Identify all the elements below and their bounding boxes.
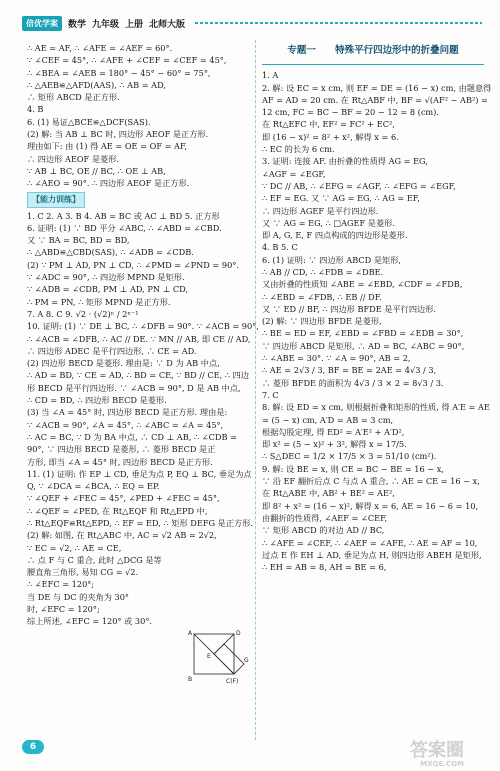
- section-label: 【能力训练】: [27, 192, 85, 208]
- answer-line: ∴ AE = 2√3 / 3, BF = BE = 2AE = 4√3 / 3,: [262, 365, 437, 376]
- answer-line: ∠AGF = ∠EGF,: [262, 168, 326, 179]
- answer-line: 12 cm, FC = BC − BF = 20 − 12 = 8 (cm).: [262, 107, 439, 118]
- header-grade: 九年级: [92, 19, 120, 30]
- answer-line: ∴ ∠AFE = ∠CEF, ∴ ∠AEF = ∠AFE, ∴ AE = AF = 10,: [262, 537, 478, 548]
- answer-line: ∴ EH = AB = 8, AH = BE = 6,: [262, 562, 387, 573]
- answer-line: ∴ AB // CD, ∴ ∠FDB = ∠DBE.: [262, 267, 384, 277]
- answer-line: ∴ 四边形 AEOF 是菱形.: [27, 153, 120, 164]
- answer-line: ∴ 四边形 ADEC 是平行四边形, ∴ CE = AD.: [27, 345, 197, 356]
- answer-line: ∴ 四边形 AGEF 是平行四边形.: [262, 205, 379, 216]
- answer-line: 又 ∵ ED // BF, ∴ 四边形 BFDE 是平行四边形.: [262, 303, 437, 314]
- answer-line: ∴ ∠EBD = ∠FDB, ∴ EB // DF.: [262, 291, 382, 302]
- answer-line: ∴ 菱形 BFDE 的面积为 4√3 / 3 × 2 = 8√3 / 3.: [262, 377, 444, 388]
- answer-line: ∴ 点 F 与 C 重合, 此时 △DCG 是等: [27, 554, 162, 565]
- geometry-figure: [186, 628, 250, 688]
- answer-line: ∵ ∠ADC = 90°, ∴ 四边形 MPND 是矩形.: [27, 272, 185, 283]
- answer-line: 又由折叠的性质知 ∠ABE = ∠EBD, ∠CDF = ∠FDB,: [262, 279, 463, 290]
- fig-label: G: [244, 657, 249, 664]
- answer-line: ∴ AC = BC, ∵ D 为 BA 中点, ∴ CD ⊥ AB, ∴ ∠CDB =: [27, 431, 237, 442]
- header-rule: [195, 22, 482, 24]
- answer-line: ∴ ∠ABE = 30°. ∵ ∠A = 90°, AB = 2,: [262, 353, 411, 364]
- answer-line: ∴ S△DEC = 1/2 × 17/5 × 3 = 51/10 (cm²).: [262, 451, 437, 462]
- answer-line: 90°, ∵ 四边形 BECD 是菱形, ∴ 菱形 BECD 是正: [27, 444, 216, 455]
- left-answers-bottom: [27, 210, 259, 628]
- answer-line: 4. B: [27, 104, 44, 115]
- answer-line: 6. 证明: (1) ∵ BD 平分 ∠ABC, ∴ ∠ABD = ∠CBD.: [27, 222, 222, 233]
- answer-line: (2) 解: ∵ 四边形 BFDE 是菱形,: [262, 316, 382, 327]
- answer-line: ∴ ∠AEO = 90°. ∴ 四边形 AEOF 是正方形.: [27, 178, 190, 189]
- answer-line: 在 Rt△ABE 中, AB² + BE² = AE²,: [262, 488, 395, 499]
- answer-line: 方形, 即当 ∠A = 45° 时, 四边形 BECD 是正方形.: [27, 456, 213, 467]
- answer-line: 时, ∠EFC = 120°;: [27, 604, 100, 615]
- answer-line: ∴ EC 的长为 6 cm.: [262, 144, 335, 155]
- watermark-main: 答案圈: [410, 740, 464, 761]
- answer-line: ∴ EF = EG. 又 ∵ AG = EG, ∴ AG = EF,: [262, 193, 420, 204]
- answer-line: ∵ ∠ADB = ∠CDB, PM ⊥ AD, PN ⊥ CD,: [27, 284, 189, 295]
- answer-line: ∵ DC // AB, ∴ ∠EFG = ∠AGF, ∴ ∠EFG = ∠EGF,: [262, 180, 456, 191]
- answer-line: ∴ ∠QEF = ∠PED, 在 Rt△EQF 和 Rt△EPD 中,: [27, 505, 208, 516]
- answer-line: 11. (1) 证明: 作 EP ⊥ CD, 垂足为点 P, EQ ⊥ BC, 垂足为点: [27, 468, 252, 479]
- answer-line: 10. 证明: (1) ∵ DE ⊥ BC, ∴ ∠DFB = 90°. ∵ ∠ACB = 90°,: [27, 321, 259, 332]
- answer-line: 根据勾股定理, 得 ED² = A′E² + A′D²,: [262, 426, 405, 437]
- left-column: [27, 42, 259, 628]
- answer-line: AF = AD = 20 cm. 在 Rt△ABF 中, BF = √(AF² − AB²) =: [262, 94, 488, 105]
- answer-line: ∵ 矩形 ABCD 的对边 AD // BC,: [262, 525, 385, 536]
- fig-label: C(F): [226, 678, 239, 685]
- answer-line: ∴ BE = ED = EF, ∠EBD = ∠FBD = ∠EDB = 30°,: [262, 328, 464, 339]
- answer-line: ∴ 矩形 ABCD 是正方形.: [27, 92, 120, 103]
- answer-line: ∴ PM = PN, ∴ 矩形 MPND 是正方形.: [27, 296, 171, 307]
- answer-line: (2) 四边形 BECD 是菱形. 理由是: ∵ D 为 AB 中点,: [27, 358, 220, 369]
- fig-label: A: [188, 630, 193, 637]
- answer-line: 1. C 2. A 3. B 4. AB = BC 或 AC ⊥ BD 5. 正方形: [27, 210, 220, 221]
- answer-line: 4. B 5. C: [262, 242, 298, 253]
- answer-line: ∴ ∠EFC = 120°;: [27, 579, 95, 590]
- answer-line: ∴ △ABD≌△CBD(SAS), ∴ ∠ADB = ∠CDB.: [27, 247, 194, 258]
- answer-line: 1. A: [262, 70, 279, 81]
- topic-title: [262, 42, 484, 65]
- fig-label: E: [207, 653, 211, 660]
- answer-line: 理由如下: 由 (1) 得 AE = OE = OF = AF,: [27, 141, 187, 152]
- header-subject: 数学: [68, 19, 87, 30]
- answer-line: ∵ EC = √2, ∴ AE = CE,: [27, 542, 122, 553]
- answer-line: ∴ Rt△EQF≌Rt△EPD, ∴ EF = ED, ∴ 矩形 DEFG 是正方形.: [27, 517, 254, 528]
- watermark-sub: MXQE.COM: [420, 760, 464, 768]
- answer-line: 即 A, G, E, F 四点构成的四边形是菱形.: [262, 230, 408, 241]
- answer-line: (2) 解: 当 AB ⊥ BC 时, 四边形 AEOF 是正方形.: [27, 129, 209, 140]
- answer-line: (2) 解: 如图, 在 Rt△ABC 中, AC = √2 AB = 2√2,: [27, 530, 217, 541]
- answer-line: 9. 解: 设 BE = x, 则 CE = BC − BE = 16 − x,: [262, 463, 444, 474]
- answer-line: ∵ 沿 EF 翻折后点 C 与点 A 重合, ∴ AE = CE = 16 − x,: [262, 476, 480, 487]
- answer-line: ∵ ∠CEF = 45°, ∴ ∠AFE + ∠CEF = ∠CEF = 45°,: [27, 55, 227, 66]
- page-number: 6: [22, 740, 44, 754]
- answer-line: 7. A 8. C 9. √2 · (√2)ⁿ / 2ⁿ⁻¹: [27, 308, 139, 319]
- answer-line: ∴ CD = BD, ∴ 四边形 BECD 是菱形.: [27, 395, 167, 406]
- answer-line: ∴ AE = AF, ∴ ∠AFE = ∠AEF = 60°.: [27, 43, 173, 53]
- answer-line: ∵ ∠ACB = 90°, ∠A = 45°, ∴ ∠ABC = ∠A = 45°,: [27, 419, 224, 430]
- page-header: [22, 13, 482, 33]
- answer-line: 又 ∵ AG = EG, ∴ □AGEF 是菱形.: [262, 217, 395, 228]
- answer-line: ∵ 四边形 ABCD 是矩形, ∴ AD = BC, ∠ABC = 90°,: [262, 340, 465, 351]
- answer-line: ∵ ∠QEF + ∠FEC = 45°, ∠PED + ∠FEC = 45°,: [27, 493, 220, 504]
- answer-line: 在 Rt△EFC 中, EF² = FC² + EC²,: [262, 119, 395, 130]
- left-answers-top: [27, 42, 249, 190]
- fig-label: D: [236, 630, 241, 637]
- answer-line: ∵ AB ⊥ BC, OE // BC, ∴ OE ⊥ AB,: [27, 165, 166, 176]
- topic-name: 特殊平行四边形中的折叠问题: [335, 45, 459, 56]
- answer-line: 7. C: [262, 389, 279, 400]
- column-divider: [255, 40, 256, 740]
- topic-label: 专题一: [287, 45, 316, 56]
- fig-label: B: [188, 676, 193, 683]
- watermark-logo: [410, 742, 464, 768]
- header-volume: 上册: [125, 19, 144, 30]
- answer-line: Q, ∵ ∠DCA = ∠BCA, ∴ EQ = EP.: [27, 481, 160, 492]
- answer-line: ∴ ∠BEA = ∠AEB = 180° − 45° − 60° = 75°,: [27, 67, 211, 78]
- answer-line: = (5 − x) cm, A′D = AB = 3 cm,: [262, 414, 394, 425]
- answer-line: 综上所述, ∠EFC = 120° 或 30°.: [27, 616, 153, 627]
- answer-line: ∴ AD = BD, ∵ CE = AD, ∴ BD = CE, ∵ BD // CE, ∴ 四边: [27, 370, 250, 381]
- answer-line: 又 ∵ BA = BC, BD = BD,: [27, 235, 130, 246]
- answer-line: 3. 证明: 连接 AF. 由折叠的性质得 AG = EG,: [262, 156, 428, 167]
- answer-line: 即 (16 − x)² = 8² + x², 解得 x = 6.: [262, 131, 399, 142]
- answer-line: 即 8² + x² = (16 − x)², 解得 x = 6, AE = 16 − 6 = 10,: [262, 500, 479, 511]
- answer-line: 腰直角三角形, 易知 CG = √2.: [27, 567, 139, 578]
- answer-line: ∴ ∠ACB = ∠DFB, ∴ AC // DE. ∵ MN // AB, 即 CE // AD,: [27, 333, 251, 344]
- right-answers: [262, 69, 492, 573]
- answer-line: 2. 解: 设 EC = x cm, 则 EF = DE = (16 − x) cm, 由题意得: [262, 82, 492, 93]
- answer-line: 当 DE 与 DC 的夹角为 30°: [27, 591, 130, 602]
- series-logo: 倍优学案: [22, 16, 62, 31]
- answer-line: 过点 E 作 EH ⊥ AD, 垂足为点 H, 则四边形 ABEH 是矩形,: [262, 549, 482, 560]
- answer-line: 6. (1) 证明: ∵ 四边形 ABCD 是矩形,: [262, 254, 401, 265]
- answer-line: 6. (1) 易证△BCE≌△DCF(SAS).: [27, 116, 151, 127]
- answer-line: ∴ △AEB≌△AFD(AAS), ∴ AB = AD,: [27, 79, 166, 90]
- header-edition: 北师大版: [149, 19, 186, 30]
- answer-line: 由翻折的性质得, ∠AEF = ∠CEF,: [262, 512, 388, 523]
- answer-line: 即 x² = (5 − x)² + 3², 解得 x = 17/5.: [262, 439, 407, 450]
- answer-line: 形 BECD 是平行四边形. ∵ ∠ACB = 90°, D 是 AB 中点,: [27, 382, 241, 393]
- answer-line: 8. 解: 设 ED = x cm, 则根据折叠和矩形的性质, 得 A′E = AE: [262, 402, 490, 413]
- right-column: [262, 42, 492, 573]
- answer-line: (2) ∵ PM ⊥ AD, PN ⊥ CD, ∴ ∠PMD = ∠PND = 90°.: [27, 259, 239, 270]
- answer-line: (3) 当 ∠A = 45° 时, 四边形 BECD 是正方形. 理由是:: [27, 407, 228, 418]
